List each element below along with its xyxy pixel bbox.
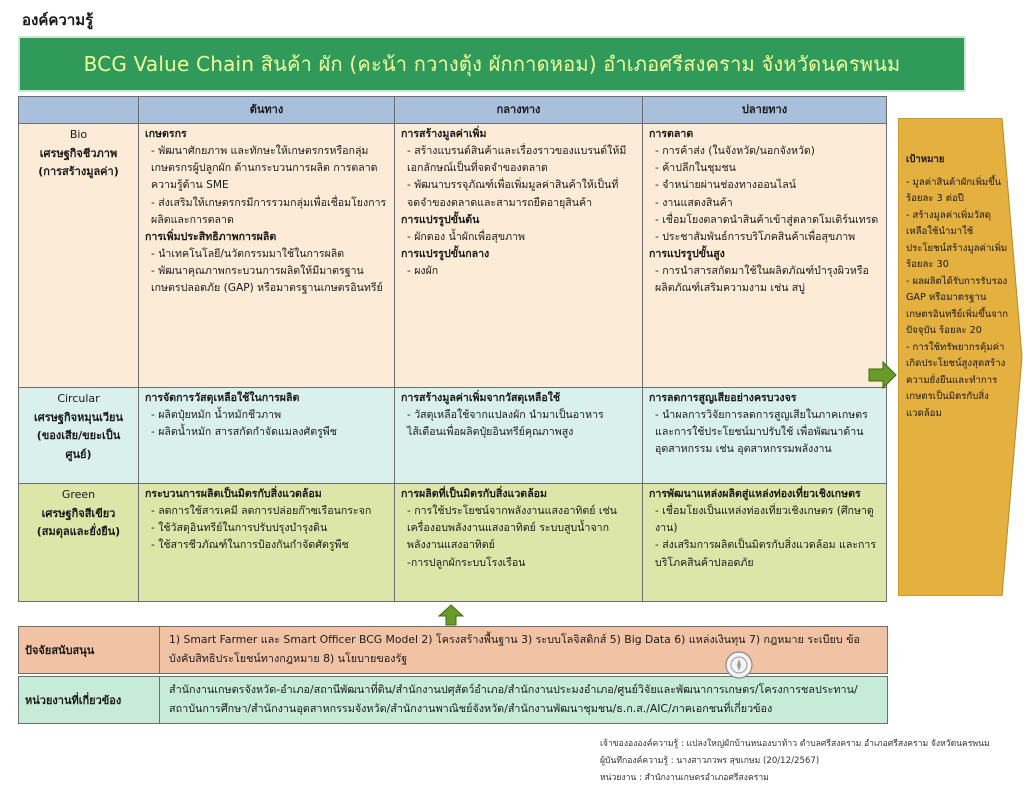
support-factors-box	[18, 626, 888, 674]
cell-bullet: - ค้าปลีกในชุมชน	[655, 162, 736, 175]
cell-bullet: - ส่งเสริมให้เกษตรกรมีการรวมกลุ่มเพื่อเชื่อมโยงการผลิตและการตลาด	[151, 196, 387, 226]
row-bio	[19, 124, 887, 388]
cell-bullet: - ผงผัก	[407, 265, 439, 278]
banner-title: BCG Value Chain สินค้า ผัก (คะน้า กวางตุ้ง ผักกาดหอม) อำเภอศรีสงคราม จังหวัดนครพนม	[83, 52, 901, 76]
cell-bullet: - การค้าส่ง (ในจังหวัด/นอกจังหวัด)	[655, 145, 815, 158]
cell-bullet: - นำเทคโนโลยี/นวัตกรรมมาใช้ในการผลิต	[151, 248, 345, 261]
agency-label: หน่วยงานที่เกี่ยวข้อง	[25, 694, 122, 707]
cell-bullet: - พัฒนาศักยภาพ และทักษะให้เกษตรกรหรือกลุ่มเกษตรกรผู้ปลูกผัก ด้านกระบวนการผลิต การตลาด ความรู้ด้าน SME	[151, 145, 378, 192]
page-heading: องค์ความรู้	[22, 11, 94, 29]
title-banner	[18, 36, 966, 92]
row-head-green	[19, 484, 139, 602]
row-head-sub: (สมดุลและยั่งยืน)	[36, 525, 121, 539]
goal-item: - สร้างมูลค่าเพิ่มวัสดุเหลือใช้นำมาใช้ประโยชน์สร้างมูลค่าเพิ่ม ร้อยละ 30	[906, 209, 1008, 270]
cell-bio-upstream	[139, 124, 395, 388]
cell-bullet: - ประชาสัมพันธ์การบริโภคสินค้าเพื่อสุขภาพ	[655, 230, 856, 243]
cell-bullet: - นำผลการวิจัยการลดการสูญเสียในภาคเกษตรและการใช้ประโยชน์มาปรับใช้ เพื่อพัฒนาด้านอุตสาหกรรม เช่น อุตสาหกรรมพลังงาน	[655, 409, 868, 456]
cell-section-heading: การเพิ่มประสิทธิภาพการผลิต	[145, 230, 277, 243]
column-header-upstream: ต้นทาง	[139, 97, 395, 124]
support-text: 1) Smart Farmer และ Smart Officer BCG Model 2) โครงสร้างพื้นฐาน 3) ระบบโลจิสติกส์ 5) Big Data 6) แหล่งเงินทุน 7) กฎหมาย ระเบียบ ข้อบังคับสิทธิประโยชน์ทางกฎหมาย 8) นโยบายของรัฐ	[169, 633, 860, 665]
cell-section-heading: การลดการสูญเสียอย่างครบวงจร	[649, 392, 797, 404]
cell-green-downstream	[643, 484, 887, 602]
value-chain-table	[18, 96, 887, 602]
cell-section-heading: การสร้างมูลค่าเพิ่มจากวัสดุเหลือใช้	[401, 392, 561, 404]
cell-bullet: - ผักดอง น้ำผักเพื่อสุขภาพ	[407, 230, 525, 243]
cell-section-heading: การแปรรูปขั้นสูง	[649, 248, 725, 261]
cell-section-heading: การจัดการวัสดุเหลือใช้ในการผลิต	[145, 392, 300, 404]
cell-section-heading: การผลิตที่เป็นมิตรกับสิ่งแวดล้อม	[401, 488, 548, 500]
cell-green-midstream	[395, 484, 643, 602]
row-circular	[19, 388, 887, 484]
row-head-sub: (ของเสีย/ขยะเป็นศูนย์)	[36, 429, 121, 462]
goal-title: เป้าหมาย	[906, 154, 945, 165]
cell-bullet: - ผลิตน้ำหมัก สารสกัดกำจัดแมลงศัตรูพืช	[151, 426, 337, 439]
row-head-bio	[19, 124, 139, 388]
seal-icon	[724, 650, 754, 680]
arrow-up-icon	[438, 604, 464, 626]
goal-content	[906, 152, 1010, 422]
cell-bio-downstream	[643, 124, 887, 388]
cell-section-heading: การพัฒนาแหล่งผลิตสู่แหล่งท่องเที่ยวเชิงเกษตร	[649, 488, 861, 500]
row-head-en: Circular	[57, 392, 100, 405]
cell-section-heading: กระบวนการผลิตเป็นมิตรกับสิ่งแวดล้อม	[145, 488, 322, 500]
cell-section-heading: การสร้างมูลค่าเพิ่ม	[401, 128, 487, 140]
goal-panel	[898, 118, 1024, 596]
footer-owner: เจ้าของององค์ความรู้ : แปลงใหญ่ผักบ้านหนองบาท้าว ตำบลศรีสงคราม อำเภอศรีสงคราม จังหวัดนครพนม	[600, 739, 990, 749]
cell-bullet: - การนำสารสกัดมาใช้ในผลิตภัณฑ์บำรุงผิวหรือผลิตภัณฑ์เสริมความงาม เช่น สบู่	[655, 265, 869, 295]
cell-circular-midstream	[395, 388, 643, 484]
cell-bullet: - ใช้สารชีวภัณฑ์ในการป้องกันกำจัดศัตรูพืช	[151, 539, 349, 552]
cell-section-heading: การแปรรูปขั้นต้น	[401, 213, 480, 226]
table-header-row	[19, 97, 887, 124]
column-header-midstream: กลางทาง	[395, 97, 643, 124]
cell-bullet: - การใช้ประโยชน์จากพลังงานแสงอาทิตย์ เช่น เครื่องอบพลังงานแสงอาทิตย์ ระบบสูบน้ำจากพลังงานแสงอาทิตย์	[407, 505, 617, 552]
cell-bullet: - วัสดุเหลือใช้จากแปลงผัก นำมาเป็นอาหารไส้เดือนเพื่อผลิตปุ๋ยอินทรีย์คุณภาพสูง	[407, 409, 604, 439]
footer-recorder: ผู้บันทึกองค์ความรู้ : นางสาวภวพร สุขเกษม (20/12/2567)	[600, 755, 820, 766]
cell-section-heading: การตลาด	[649, 128, 694, 140]
row-head-th: เศรษฐกิจชีวภาพ	[39, 146, 118, 160]
cell-circular-downstream	[643, 388, 887, 484]
cell-bullet: - งานแสดงสินค้า	[655, 196, 733, 209]
agency-text: สำนักงานเกษตรจังหวัด-อำเภอ/สถานีพัฒนาที่ดิน/สำนักงานปศุสัตว์อำเภอ/สำนักงานประมงอำเภอ/ศูนย์วิจัยและพัฒนาการเกษตร/โครงการชลประทาน/สถาบันการศึกษา/สำนักงานอุตสาหกรรมจังหวัด/สำนักงานพาณิชย์จังหวัด/สำนักงานพัฒนาชุมชน/ธ.ก.ส./AIC/ภาคเอกชนที่เกี่ยวข้อง	[169, 683, 858, 715]
header-corner	[19, 97, 139, 124]
footer-credits	[600, 736, 1010, 786]
row-head-sub: (การสร้างมูลค่า)	[38, 165, 119, 179]
cell-bullet: - จำหน่ายผ่านช่องทางออนไลน์	[655, 179, 796, 192]
row-head-th: เศรษฐกิจสีเขียว	[41, 506, 116, 520]
footer-unit: หน่วยงาน : สำนักงานเกษตรอำเภอศรีสงคราม	[600, 772, 769, 783]
arrow-right-icon	[868, 360, 898, 390]
support-label: ปัจจัยสนับสนุน	[25, 644, 95, 657]
cell-bullet: - สร้างแบรนด์สินค้าและเรื่องราวของแบรนด์ให้มีเอกลักษณ์เป็นที่จดจำของตลาด	[407, 145, 627, 175]
row-head-circular	[19, 388, 139, 484]
cell-bullet: -การปลูกผักระบบโรงเรือน	[407, 556, 526, 569]
cell-bullet: - เชื่อมโยงตลาดนำสินค้าเข้าสู่ตลาดโมเดิร์นเทรด	[655, 213, 879, 226]
cell-bullet: - พัฒนาคุณภาพกระบวนการผลิตให้มีมาตรฐานเกษตรปลอดภัย (GAP) หรือมาตรฐานเกษตรอินทรีย์	[151, 265, 383, 295]
goal-item: - การใช้ทรัพยากรคุ้มค่าเกิดประโยชน์สูงสุดสร้างความยั่งยืนและทำการเกษตรเป็นมิตรกับสิ่งแวดล้อม	[906, 341, 1006, 419]
row-head-en: Bio	[69, 128, 88, 141]
related-agencies-box	[18, 676, 888, 724]
divider	[159, 677, 160, 723]
cell-section-heading: การแปรรูปขั้นกลาง	[401, 248, 490, 261]
cell-bullet: - ผลิตปุ๋ยหมัก น้ำหมักชีวภาพ	[151, 409, 282, 422]
cell-bullet: - ลดการใช้สารเคมี ลดการปล่อยก๊าซเรือนกระจก	[151, 505, 372, 518]
cell-bullet: - เชื่อมโยงเป็นแหล่งท่องเที่ยวเชิงเกษตร (ศึกษาดูงาน)	[655, 505, 874, 535]
cell-bullet: - พัฒนาบรรจุภัณฑ์เพื่อเพิ่มมูลค่าสินค้าให้เป็นที่จดจำของตลาดและสามารถยืดอายุสินค้า	[407, 179, 619, 209]
divider	[159, 627, 160, 673]
cell-circular-upstream	[139, 388, 395, 484]
cell-bio-midstream	[395, 124, 643, 388]
cell-section-heading: เกษตรกร	[145, 128, 187, 140]
row-head-th: เศรษฐกิจหมุนเวียน	[34, 410, 123, 424]
cell-bullet: - ใช้วัสดุอินทรีย์ในการปรับปรุงบำรุงดิน	[151, 522, 328, 535]
row-green	[19, 484, 887, 602]
goal-item: - ผลผลิตได้รับการรับรอง GAP หรือมาตรฐานเกษตรอินทรีย์เพิ่มขึ้นจากปัจจุบัน ร้อยละ 20	[906, 275, 1009, 336]
row-head-en: Green	[61, 488, 96, 501]
cell-green-upstream	[139, 484, 395, 602]
column-header-downstream: ปลายทาง	[643, 97, 887, 124]
goal-item: - มูลค่าสินค้าผักเพิ่มขึ้น ร้อยละ 3 ต่อปี	[906, 176, 1002, 204]
cell-bullet: - ส่งเสริมการผลิตเป็นมิตรกับสิ่งแวดล้อม และการบริโภคสินค้าปลอดภัย	[655, 539, 877, 569]
